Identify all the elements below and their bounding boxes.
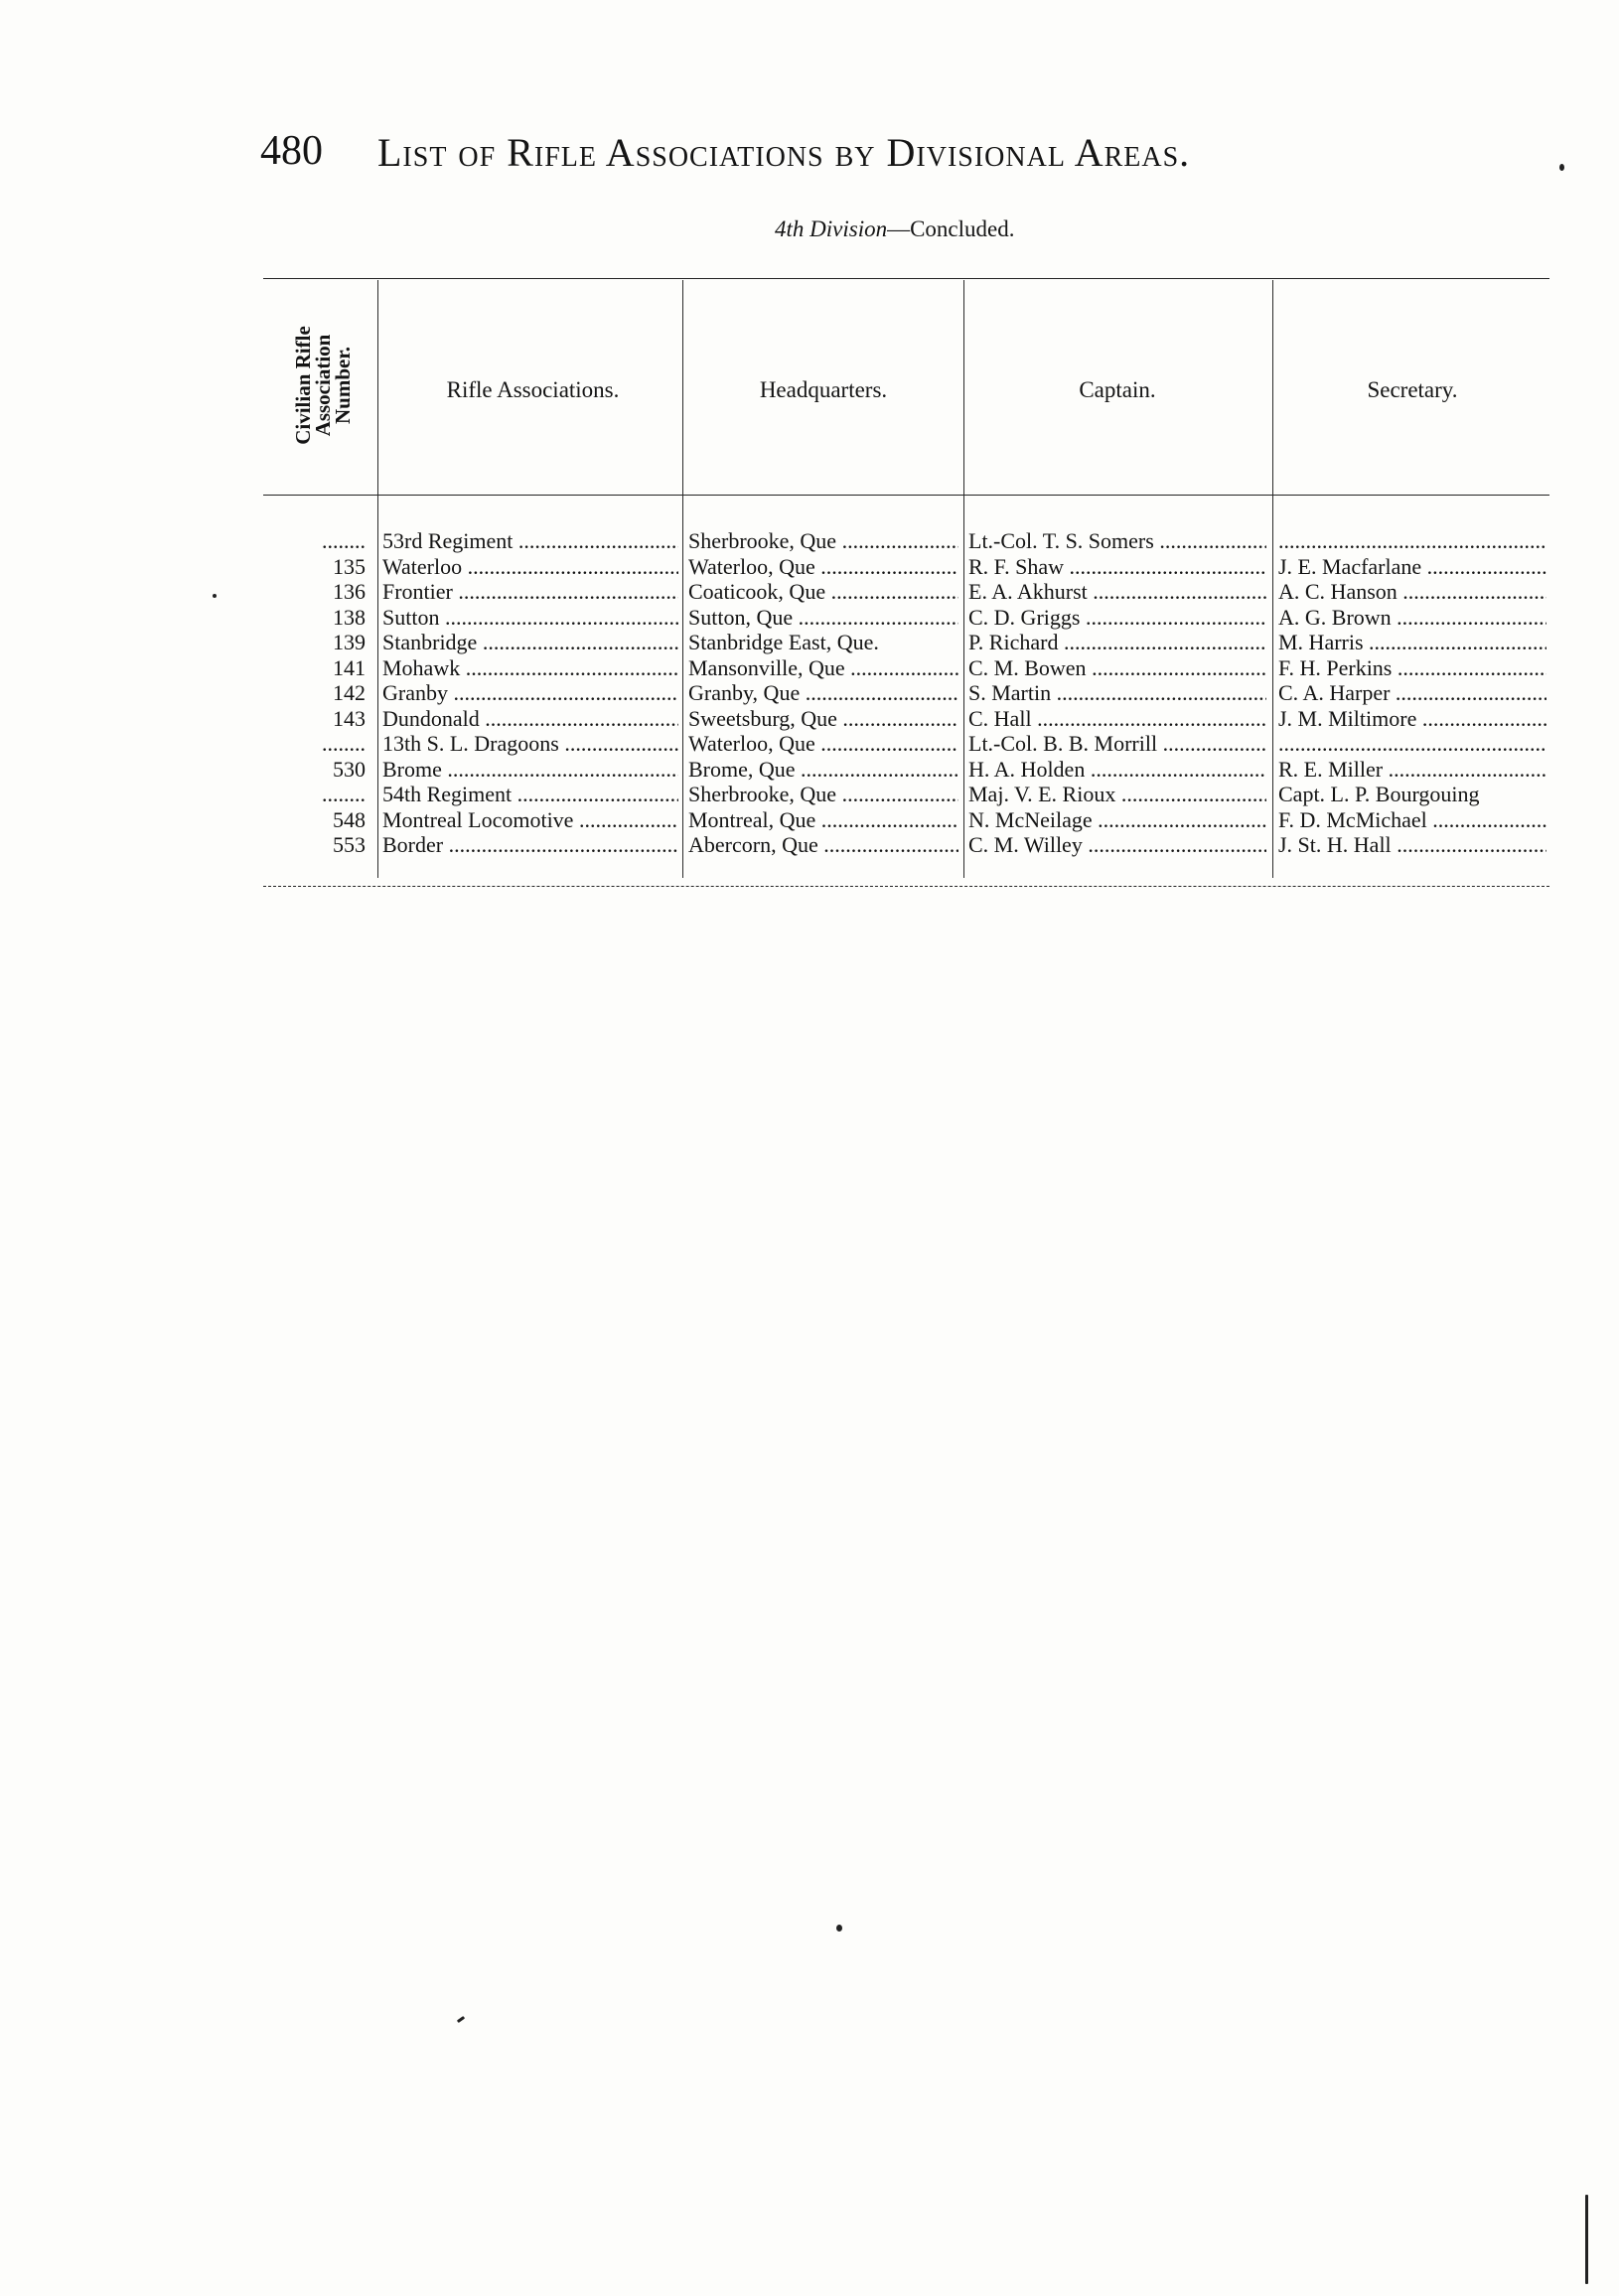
number-column-header bbox=[273, 288, 372, 482]
division-name: 4th Division bbox=[775, 216, 888, 241]
headquarters-cell: Waterloo, Que ..... bbox=[688, 554, 958, 580]
headquarters-cell: Abercorn, Que ..... bbox=[688, 832, 958, 858]
table-row bbox=[263, 706, 1549, 732]
ink-speck bbox=[1559, 164, 1564, 171]
association-cell: Mohawk ..... bbox=[382, 655, 678, 681]
number-cell: 548 bbox=[333, 806, 366, 832]
captain-cell: C. M. Bowen ..... bbox=[968, 655, 1266, 681]
captain-cell: N. McNeilage ..... bbox=[968, 807, 1266, 833]
captain-cell: C. M. Willey ..... bbox=[968, 832, 1266, 858]
association-cell: Granby ..... bbox=[382, 680, 678, 706]
headquarters-cell: Sherbrooke, Que ..... bbox=[688, 528, 958, 554]
headquarters-cell: Sherbrooke, Que ..... bbox=[688, 782, 958, 807]
number-cell: 530 bbox=[333, 756, 366, 782]
headquarters-cell: Stanbridge East, Que. bbox=[688, 630, 879, 654]
captain-cell: Maj. V. E. Rioux ..... bbox=[968, 782, 1266, 807]
secretary-cell: M. Harris ..... bbox=[1278, 630, 1546, 655]
association-cell: Border ..... bbox=[382, 832, 678, 858]
association-cell: Montreal Locomotive ..... bbox=[382, 807, 678, 833]
captain-cell: Lt.-Col. B. B. Morrill ..... bbox=[968, 731, 1266, 757]
secretary-cell: R. E. Miller ..... bbox=[1278, 757, 1546, 783]
association-cell: 54th Regiment ..... bbox=[382, 782, 678, 807]
headquarters-cell: Waterloo, Que ..... bbox=[688, 731, 958, 757]
association-cell: Dundonald ..... bbox=[382, 706, 678, 732]
table-row bbox=[263, 579, 1549, 605]
secretary-cell: J. E. Macfarlane ..... bbox=[1278, 554, 1546, 580]
secretary-column-header: Secretary. bbox=[1367, 377, 1458, 402]
table-row bbox=[263, 832, 1549, 858]
secretary-cell: C. A. Harper ..... bbox=[1278, 680, 1546, 706]
table-row bbox=[263, 680, 1549, 706]
table-body bbox=[263, 528, 1549, 858]
association-cell: Brome ..... bbox=[382, 757, 678, 783]
number-header-line: Civilian Rifle bbox=[291, 326, 315, 445]
headquarters-cell: Sutton, Que ..... bbox=[688, 605, 958, 631]
table-row bbox=[263, 554, 1549, 580]
captain-cell: P. Richard ..... bbox=[968, 630, 1266, 655]
secretary-cell: Capt. L. P. Bourgouing bbox=[1278, 782, 1480, 806]
table-row bbox=[263, 782, 1549, 807]
association-cell: Frontier ..... bbox=[382, 579, 678, 605]
secretary-cell: J. St. H. Hall ..... bbox=[1278, 832, 1546, 858]
header-bottom-rule bbox=[263, 495, 1549, 496]
captain-cell: R. F. Shaw ..... bbox=[968, 554, 1266, 580]
number-cell: 143 bbox=[333, 705, 366, 731]
page-header bbox=[260, 127, 1551, 187]
captain-cell: C. Hall ..... bbox=[968, 706, 1266, 732]
association-column-header: Rifle Associations. bbox=[446, 377, 620, 402]
headquarters-cell: Brome, Que ..... bbox=[688, 757, 958, 783]
headquarters-cell: Granby, Que ..... bbox=[688, 680, 958, 706]
ink-speck bbox=[213, 594, 217, 598]
number-cell: 138 bbox=[333, 604, 366, 630]
secretary-cell bbox=[1278, 731, 1546, 757]
association-cell: 53rd Regiment ..... bbox=[382, 528, 678, 554]
headquarters-column-header: Headquarters. bbox=[759, 377, 888, 402]
captain-cell: E. A. Akhurst ..... bbox=[968, 579, 1266, 605]
association-cell: Waterloo ..... bbox=[382, 554, 678, 580]
association-cell: Sutton ..... bbox=[382, 605, 678, 631]
number-cell: ........ bbox=[322, 782, 366, 806]
page-edge-shadow bbox=[1585, 2195, 1588, 2284]
captain-cell: C. D. Griggs ..... bbox=[968, 605, 1266, 631]
secretary-cell: A. C. Hanson ..... bbox=[1278, 579, 1546, 605]
division-suffix: —Concluded. bbox=[887, 216, 1015, 241]
secretary-cell: F. D. McMichael ..... bbox=[1278, 807, 1546, 833]
table-row bbox=[263, 807, 1549, 833]
page-title: List of Rifle Associations by Divisional Areas. bbox=[377, 130, 1191, 175]
secretary-cell: A. G. Brown ..... bbox=[1278, 605, 1546, 631]
captain-cell: Lt.-Col. T. S. Somers ..... bbox=[968, 528, 1266, 554]
number-header-line: Number. bbox=[331, 347, 355, 424]
division-heading bbox=[775, 216, 1015, 242]
table-row bbox=[263, 605, 1549, 631]
table-bottom-rule bbox=[263, 886, 1549, 887]
associations-table bbox=[263, 278, 1549, 904]
headquarters-cell: Mansonville, Que ..... bbox=[688, 655, 958, 681]
number-cell: 136 bbox=[333, 579, 366, 604]
association-cell: Stanbridge ..... bbox=[382, 630, 678, 655]
ink-speck bbox=[836, 1925, 842, 1932]
table-row bbox=[263, 655, 1549, 681]
number-cell: ........ bbox=[322, 528, 366, 553]
table-row bbox=[263, 630, 1549, 655]
page-number: 480 bbox=[260, 128, 323, 174]
headquarters-cell: Montreal, Que ..... bbox=[688, 807, 958, 833]
captain-cell: H. A. Holden ..... bbox=[968, 757, 1266, 783]
secretary-cell bbox=[1278, 528, 1546, 554]
captain-column-header: Captain. bbox=[1079, 377, 1156, 402]
number-cell: 553 bbox=[333, 832, 366, 857]
table-row bbox=[263, 528, 1549, 554]
headquarters-cell: Sweetsburg, Que ..... bbox=[688, 706, 958, 732]
ink-speck bbox=[457, 2016, 465, 2023]
association-cell: 13th S. L. Dragoons ..... bbox=[382, 731, 678, 757]
table-row bbox=[263, 731, 1549, 757]
number-cell: 139 bbox=[333, 630, 366, 654]
number-cell: 135 bbox=[333, 553, 366, 579]
number-cell: 141 bbox=[333, 654, 366, 680]
number-header-line: Association bbox=[311, 334, 335, 437]
headquarters-cell: Coaticook, Que ..... bbox=[688, 579, 958, 605]
number-cell: ........ bbox=[322, 731, 366, 756]
table-top-rule bbox=[263, 278, 1549, 279]
number-cell: 142 bbox=[333, 680, 366, 705]
table-row bbox=[263, 757, 1549, 783]
secretary-cell: J. M. Miltimore ..... bbox=[1278, 706, 1546, 732]
captain-cell: S. Martin ..... bbox=[968, 680, 1266, 706]
secretary-cell: F. H. Perkins ..... bbox=[1278, 655, 1546, 681]
